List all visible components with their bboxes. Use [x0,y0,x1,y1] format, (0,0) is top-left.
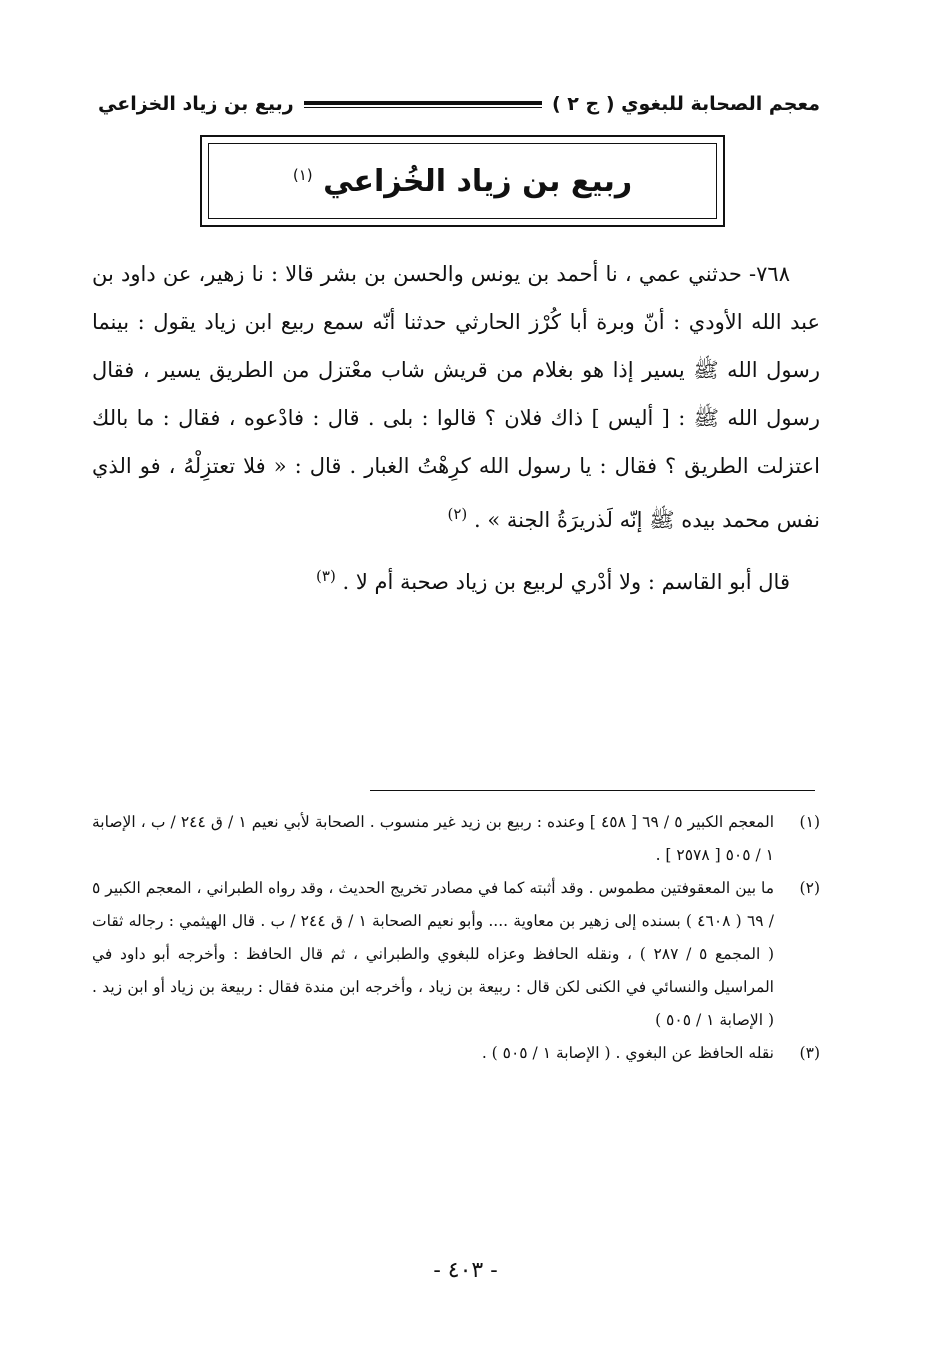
footnote-number: (١) [799,813,820,831]
entry-title-footnote-ref: (١) [292,165,313,184]
footnote-text: نقله الحافظ عن البغوي . ( الإصابة ١ / ٥٠٥ ) . [481,1044,774,1062]
footnotes [92,806,820,1070]
author-comment-footnote-ref: (٣) [316,567,336,585]
footnote-1 [92,806,820,872]
hadith-footnote-ref: (٢) [447,505,468,523]
hadith-text: ٧٦٨- حدثني عمي ، نا أحمد بن يونس والحسن بن بشر قالا : نا زهير، عن داود بن عبد الله الأودي : أنّ وبرة أبا كُرْز الحارثي حدثنا أنّه سمع ربيع ابن زياد يقول : بينما رسول الله ﷺ يسير إذا هو بغلام من قريش شاب معْتزل من الطريق يسير ، فقال رسول الله ﷺ : [ أليس ] ذاك فلان ؟ قالوا : بلى . قال : فادْعوه ، فقال : ما بالك اعتزلت الطريق ؟ فقال : يا رسول الله كرِهْتُ الغبار . قال : « فلا تعتزِلْهُ ، فو الذي نفس محمد بيده ﷺ إنّه لَذريرَةُ الجنة » . [92,262,820,532]
running-header [98,84,820,124]
running-header-entry-title: ربيع بن زياد الخزاعي [98,93,294,115]
footnote-divider [370,790,815,791]
page-number: - ٤٠٣ - [433,1258,498,1283]
footnote-text: المعجم الكبير ٥ / ٦٩ [ ٤٥٨ ] وعنده : ربيع بن زيد غير منسوب . الصحابة لأبي نعيم ١ / ق ٢٤٤ / ب ، الإصابة ١ / ٥٠٥ [ ٢٥٧٨ ] . [92,813,775,864]
running-header-book-title: معجم الصحابة للبغوي ( ج ٢ ) [551,93,820,115]
footnote-number: (٢) [799,879,820,897]
author-comment-text: قال أبو القاسم : ولا أدْري لربيع بن زياد صحبة أم لا . [342,570,790,594]
footnote-2 [92,872,820,1037]
author-comment-paragraph [92,552,820,606]
entry-title [293,164,632,199]
running-header-rule [304,101,542,108]
entry-title-text: ربيع بن زياد الخُزاعي [323,163,633,199]
footnote-3 [92,1037,820,1070]
footnote-number: (٣) [799,1044,820,1062]
footnote-text: ما بين المعقوفتين مطموس . وقد أثبته كما في مصادر تخريج الحديث ، وقد رواه الطبراني ، المعجم الكبير ٥ / ٦٩ ( ٤٦٠٨ ) بسنده إلى زهير بن معاوية .... وأبو نعيم الصحابة ١ / ق ٢٤٤ / ب . قال الهيثمي : رجاله ثقات ( المجمع ٥ / ٢٨٧ ) ، ونقله الحافظ وعزاه للبغوي والطبراني ، ثم قال الحافظ : وأخرجه أبو داود في المراسيل والنسائي في الكنى لكن قال : ربيعة بن زياد ، وأخرجه ابن مندة فقال : ربيعة بن زياد أو ابن زيد . ( الإصابة ١ / ٥٠٥ ) [92,879,775,1029]
hadith-paragraph [92,250,820,544]
main-text [92,250,820,606]
entry-title-box [200,135,725,227]
